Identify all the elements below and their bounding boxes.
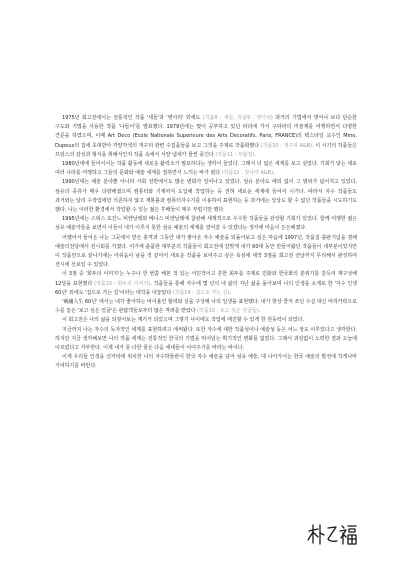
paragraph-text: 1975년 회고전에서는 전통적인 작품 '새들'과 '병아리' 외에도 bbox=[62, 115, 203, 121]
signature-strokes bbox=[306, 522, 358, 548]
paragraph-text: . bbox=[229, 289, 231, 296]
paragraph-text: 이 3점 중 '회두의 이미지'는 누구나 한 번쯤 해본 적 있는 서민적이고 흔한 회두를 주제로 민화와 한국화의 분위기를 갈득여 재구성해 12달을 표현했다 bbox=[55, 271, 357, 287]
paragraph bbox=[55, 316, 357, 325]
paragraph-text: 지금까지 나는 자수의 독자적인 세계를 표현하려고 애써왔다. 또한 자수에 대한 작품성이나 예술성 등은 어느 정도 이루었다고 생각한다. 하지만 지금 생각해보면 나의 작품 세계는 전통적인 한국의 기법을 뛰어넘는 획기적인 변화를 없었다. 그래서 과감없이 노력한 결과 오늘에 이르렀다고 자부한다. 이제 내가 못 다한 꿈은 다음 세대들이 이어주기를 바라는 바이다. bbox=[55, 326, 357, 352]
paragraph-text: . bbox=[254, 151, 256, 158]
paragraph-text: 1980년대에 들어서서는 작품 활동에 새로운 활력소가 필요하다는 생각이 들었다. 그래서 더 넓은 세계를 보고 싶었다. 기회가 닿는 대로 여러 나라를 여행하고 그들의 문화와 예술 세계를 접하면서 느끼는 바가 컸다 bbox=[55, 161, 357, 177]
paragraph bbox=[55, 178, 357, 215]
paragraph bbox=[55, 160, 357, 178]
artwork-reference: (작품15 : 보고 싶은 얼굴들) bbox=[197, 308, 259, 315]
paragraph-text: 1990년대는 예술 분야뿐 아니라 사회 전반에서도 많은 변화가 일어나고 있었다. 섬유 분야도 예외 없이 그 범위가 넓어지고 있었다. 섬유의 종류가 매우 다양해졌으며 컴퓨터와 기계까지 도입해 작업하는 등 전혀 새로운 세계에 들어서 시기다. 따라서 자수 작품들도 과거와는 달리 수작업에만 의존하지 않고 재봉틀과 컴퓨터자수기를 이용하여 표현하는 등 과거에는 상상도 할 수 없던 작품들을 시도하기도 했다. 나는 이러한 환경에서 작업할 수 있는 젊은 후배들이 매우 부럽기만 했다. bbox=[55, 179, 357, 214]
paragraph bbox=[55, 234, 357, 271]
artwork-reference: (작품14 : 집으로 가는 길) bbox=[172, 289, 230, 296]
paragraph-text: '刺繡人生 60년' 에서는 내가 좋아하는 바이올린 할려와 실을 구성해 나의 일생을 표현했다. 내가 항상 즐겨 쓰던 수실 대신 머리카락으로 수를 놓은 '보고 싶은 얼굴'은 관람객들로부터 많은 격려를 받았다 bbox=[55, 299, 357, 315]
essay-body bbox=[55, 114, 357, 372]
paragraph-text: 과거의 기법에서 벗어나 보다 단순한 구도와 기법을 사용한 작품 '나들이'를 발표했다. 1979년에는 몇이 공부하고 있던 파리에 가서 구라파의 미술계를 여행하면서 다양한 견문을 하였으며, 이때 Art Deco (Ecole Nationale Superieure des Arts Decoratifs, Paris, FRANCE)의 텍스타일 교수인 Mme. Dupeux의 집에 초대받아 각양각색의 개구리 관련 수집품들을 보고 그것을 주제로 작품화했다 bbox=[55, 115, 358, 149]
artwork-reference: (작품12 : 달나라 A&B) bbox=[221, 170, 273, 177]
paragraph-text: 어쨌어서 들어온 나는 그곳에서 받은 충격과 그동안 내가 쌓아온 자수 예술을 되돌아보고 싶은 마음에 1997년, 작품집 출판기념을 겸해 예술의전당에서 전시회를 가졌다. 여기에 출품한 대부분의 작품들이 회고전에 갈맞게 내가 60대 동안 만들어왔던 작품들이 대부분이었지만 이 작품만으로 끝나기에는 아쉬움이 남을 것 같아서 새로운 작품을 보여주고 싶은 욕심에 대작 3점을 회고전 전날까지 무리해서 완성하여 전시에 선보일 수 있었다. bbox=[55, 234, 357, 269]
artwork-reference: (작품11 : 부활절) bbox=[215, 151, 255, 158]
paragraph-text: 이제 우리들 인생을 선자락에 위치한 나의 자수박물관이 한국 자수 예술을 넘어 섬유 예술, 대 나아가서는 한국 예술의 발전에 작게나마 기여하기를 바란다. bbox=[55, 354, 357, 370]
paragraph bbox=[55, 353, 357, 371]
artwork-reference: (작품13 : 회두의 이미지) bbox=[94, 280, 151, 287]
artwork-reference: (작품10 : 개구리 A&B) bbox=[260, 142, 313, 149]
handwritten-signature bbox=[306, 522, 358, 548]
artwork-reference: (작품8 : 새들, 작품9 : 병아리) bbox=[202, 115, 273, 121]
paragraph-text: . 이 시기의 작품들은 프랑스의 감성과 형식을 취해서인지 작품 속에서 서양 냄새가 물씬 풍긴다 bbox=[55, 142, 357, 158]
paragraph-text: . 작품들을 통해 자수에 몇 년의 내 삶의 지난 삶을 돌아보며 나의 인생을 소재로 한 '자수 인생 60년' 외에도 '집으로 가는 길'이라는 대작을 내놓았다 bbox=[55, 280, 357, 296]
paragraph bbox=[55, 215, 357, 233]
paragraph-text: . bbox=[273, 170, 275, 177]
paragraph bbox=[55, 270, 357, 298]
paragraph bbox=[55, 326, 357, 354]
paragraph-text: . bbox=[258, 308, 261, 315]
paragraph bbox=[55, 298, 357, 316]
paragraph bbox=[55, 114, 357, 160]
paragraph-text: 1995년에는 스위스 로잔느 비엔날레와 베니스 비엔날레에 참관해 세계적으로 우수한 작품들을 감상할 기회가 있었다. 함께 여행한 젊은 섬유 예술가들을 보면서 이들이 내가 이루지 못한 섬유 예술의 세계를 열어갈 수 있겠다는 생각에 마음이 든든해졌다. bbox=[55, 216, 357, 232]
paragraph-text: 이 회고전은 나의 삶을 되짚어보는 계기가 되었으며 그렇기 나이에도 작업에 매진할 수 있게 한 원동력이 되었다. bbox=[62, 317, 305, 324]
